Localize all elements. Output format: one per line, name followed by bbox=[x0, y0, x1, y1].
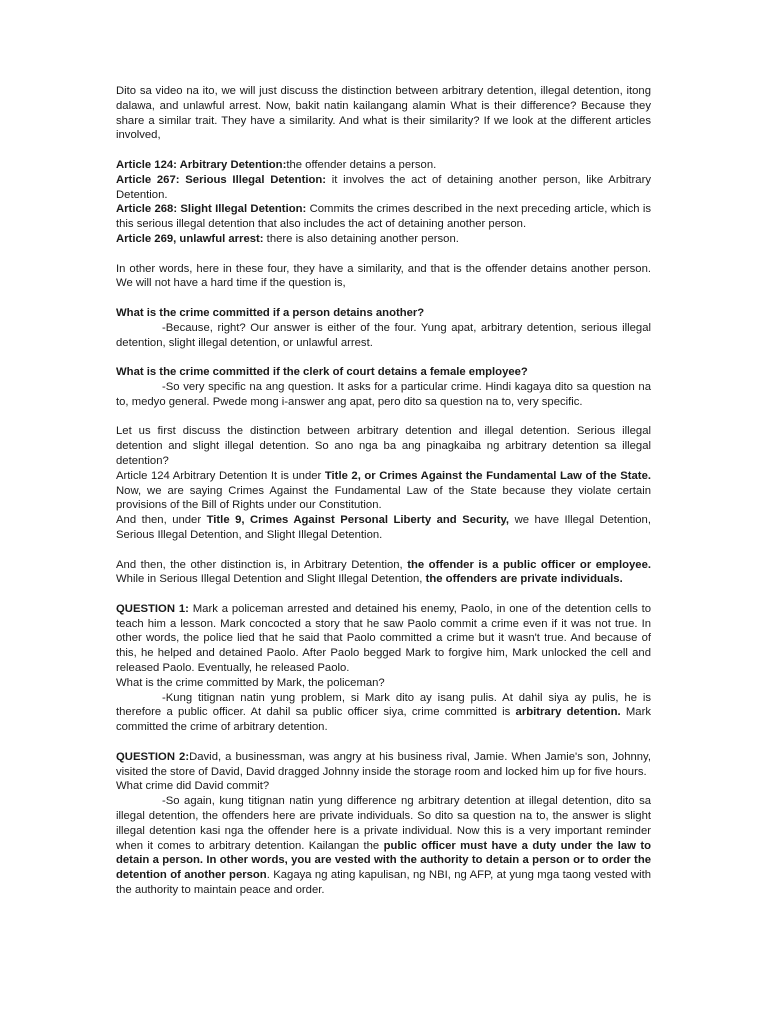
question-1-answer bbox=[116, 691, 651, 735]
spacer bbox=[116, 143, 651, 158]
question-2-answer bbox=[116, 794, 651, 898]
distinction-intro: Let us first discuss the distinction between arbitrary detention and illegal detention. Serious illegal detention and slight illegal detention. So ano nga ba ang pinagkaiba ng arbitrary detention sa illegal detention? bbox=[116, 425, 651, 467]
article-text: it involves the act of detaining another person, like Arbitrary Detention. bbox=[116, 173, 651, 201]
title-9-bold: Title 9, Crimes Against Personal Liberty and Security, bbox=[206, 514, 510, 527]
arbitrary-detention-bold: arbitrary detention. bbox=[515, 706, 621, 719]
text-run: we have Illegal Detention, Serious Illegal Detention, and Slight Illegal Detention. bbox=[116, 514, 651, 541]
question-2-label: QUESTION 2: bbox=[116, 750, 190, 763]
text-run: And then, under bbox=[116, 514, 207, 527]
text-run: -Kung titignan natin yung problem, si Mark dito ay isang pulis. At dahil siya ay pulis, he is therefore a public officer. At dahil sa public officer siya, crime committed is bbox=[116, 691, 651, 719]
question-1-text: Mark a policeman arrested and detained his enemy, Paolo, in one of the detention cells to teach him a lesson. Mark concocted a story that he saw Paolo commit a crime even if it was not true. In other words, the police lied that he said that Paolo committed a crime but it wasn't true. And because of this, he helped and detained Paolo. After Paolo begged Mark to forgive him, Mark unlocked the cell and released Paolo. Eventually, he released Paolo. bbox=[116, 602, 652, 675]
text-run: Mark committed the crime of arbitrary detention. bbox=[116, 706, 651, 734]
question-a-answer: -Because, right? Our answer is either of the four. Yung apat, arbitrary detention, serious illegal detention, slight illegal detention, or unlawful arrest. bbox=[116, 321, 651, 349]
article-text: the offender detains a person. bbox=[286, 158, 437, 171]
spacer bbox=[116, 350, 651, 365]
question-b-text: What is the crime committed if the clerk of court detains a female employee? bbox=[116, 366, 528, 379]
other-distinction-paragraph bbox=[116, 558, 651, 588]
distinction-article-124 bbox=[116, 469, 651, 513]
text-run: And then, the other distinction is, in Arbitrary Detention, bbox=[116, 558, 408, 571]
spacer bbox=[116, 587, 651, 602]
question-1-paragraph bbox=[116, 602, 651, 676]
article-label: Article 268: Slight Illegal Detention: bbox=[116, 203, 307, 216]
question-2-ask: What crime did David commit? bbox=[116, 780, 270, 793]
distinction-title-9 bbox=[116, 513, 651, 543]
text-run: Article 124 Arbitrary Detention It is under bbox=[116, 469, 325, 482]
question-a-heading bbox=[116, 306, 651, 321]
article-124-line bbox=[116, 158, 651, 173]
text-run: -So again, kung titignan natin yung difference ng arbitrary detention at illegal detention, dito sa illegal detention, the offenders here are private individuals. So dito sa question na to, the answer is slight illegal detention kasi nga the offender here is a private individual. Now this is a very important reminder when it comes to arbitrary detention. Kailangan the bbox=[116, 795, 651, 852]
question-1-ask: What is the crime committed by Mark, the policeman? bbox=[116, 676, 385, 689]
article-268-line bbox=[116, 202, 651, 232]
article-label: Article 124: Arbitrary Detention: bbox=[116, 158, 287, 171]
question-2-paragraph bbox=[116, 750, 651, 780]
question-1-label: QUESTION 1: bbox=[116, 602, 189, 615]
private-individuals-bold: the offenders are private individuals. bbox=[425, 573, 623, 586]
question-b-answer: -So very specific na ang question. It asks for a particular crime. Hindi kagaya dito sa question na to, medyo general. Pwede mong i-answer ang apat, pero dito sa question na to, very specific. bbox=[116, 380, 651, 408]
duty-under-law-bold: public officer must have a duty under the law to detain a person. In other words, you are vested with the authority to detain a person or to order the detention of another person bbox=[116, 839, 652, 882]
article-label: Article 269, unlawful arrest: bbox=[116, 232, 264, 245]
question-a-text: What is the crime committed if a person detains another? bbox=[116, 306, 425, 319]
intro-paragraph: Dito sa video na ito, we will just discuss the distinction between arbitrary detention, illegal detention, itong dalawa, and unlawful arrest. Now, bakit natin kailangang alamin What is their difference? Because they share a similar trait. They have a similarity. And what is their similarity? If we look at the different articles involved, bbox=[116, 85, 651, 142]
article-text: there is also detaining another person. bbox=[263, 232, 459, 245]
text-run: Now, we are saying Crimes Against the Fundamental Law of the State because they violate certain provisions of the Bill of Rights under our Constitution. bbox=[116, 484, 651, 512]
article-text: Commits the crimes described in the next preceding article, which is this serious illegal detention that also includes the act of detaining another person. bbox=[116, 203, 652, 231]
text-run: While in Serious Illegal Detention and Slight Illegal Detention, bbox=[116, 573, 426, 586]
spacer bbox=[116, 410, 651, 425]
spacer bbox=[116, 291, 651, 306]
question-b-heading bbox=[116, 365, 651, 380]
text-run: . Kagaya ng ating kapulisan, ng NBI, ng AFP, at yung mga taong vested with the authority to maintain peace and order. bbox=[116, 869, 652, 897]
spacer bbox=[116, 735, 651, 750]
similarity-paragraph: In other words, here in these four, they have a similarity, and that is the offender detains another person. We will not have a hard time if the question is, bbox=[116, 262, 651, 290]
article-label: Article 267: Serious Illegal Detention: bbox=[116, 173, 327, 186]
spacer bbox=[116, 543, 651, 558]
title-2-bold: Title 2, or Crimes Against the Fundamental Law of the State. bbox=[324, 469, 651, 482]
article-267-line bbox=[116, 173, 651, 203]
spacer bbox=[116, 247, 651, 262]
question-2-text: David, a businessman, was angry at his business rival, Jamie. When Jamie's son, Johnny, visited the store of David, David dragged Johnny inside the storage room and locked him up for five hours. bbox=[116, 750, 652, 778]
article-269-line bbox=[116, 232, 651, 247]
public-officer-bold: the offender is a public officer or employee. bbox=[407, 558, 651, 571]
